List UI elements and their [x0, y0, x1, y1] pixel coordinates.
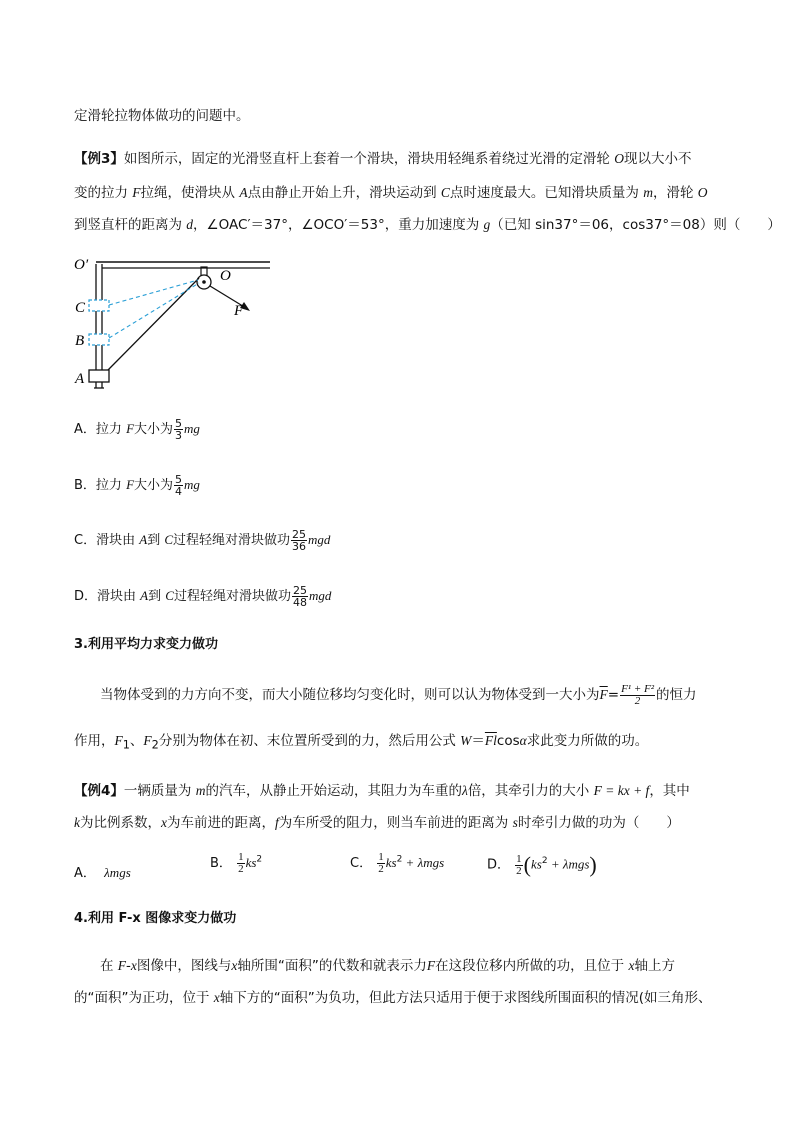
section-3-title: 3.利用平均力求变力做功	[74, 637, 218, 652]
fraction: $\frac{1}{2}$	[238, 851, 244, 875]
section-3-line-1: 当物体受到的力方向不变，而大小随位移均匀变化时，则可以认为物体受到一大小为$\overline{F}=$ $\frac{\text{F¹ + F²}}{2}$ 的恒力	[100, 682, 697, 707]
section-4-line-1: 在 F-x图像中，图线与x轴所围“面积”的代数和就表示力F在这段位移内所做的功，且位于 x轴上方	[100, 958, 675, 974]
ex4-option-d[interactable]: D． $\frac{1}{2}$ $(ks^2 + \lambda mgs)$	[487, 852, 597, 877]
example-3-line-3: 到竖直杆的距离为 d，∠OAC′＝37°，∠OCO′＝53°，重力加速度为 g（已知 sin37°＝06，cos37°＝08）则（ ）	[74, 217, 781, 233]
fraction: $\frac{1}{2}$	[378, 851, 384, 875]
label-C: C	[75, 300, 86, 316]
option-a[interactable]: A．拉力 F大小为 $\frac{5}{3}$ mg	[74, 417, 200, 442]
fraction: $\frac{1}{2}$	[516, 852, 522, 877]
ex4-option-a[interactable]: A． λmgs	[74, 865, 131, 881]
label-B: B	[75, 333, 85, 349]
pulley-figure	[70, 250, 280, 400]
fraction: $\frac{\text{F¹ + F²}}{2}$	[621, 682, 655, 707]
text-line: 定滑轮拉物体做功的问题中。	[74, 108, 250, 124]
ex4-option-b[interactable]: B． $\frac{1}{2}$ $ks^2$	[210, 851, 263, 875]
label-A: A	[75, 371, 85, 387]
example-3-line-1: 【例3】如图所示，固定的光滑竖直杆上套着一个滑块，滑块用轻绳系着绕过光滑的定滑轮 O现以大小不	[74, 151, 692, 167]
section-4-line-2: 的“面积”为正功，位于 x轴下方的“面积”为负功，但此方法只适用于便于求图线所围面积的情况(如三角形、	[74, 990, 712, 1006]
fraction: $\frac{5}{4}$	[175, 473, 183, 498]
example-4-line-1: 【例4】一辆质量为 m的汽车，从静止开始运动，其阻力为车重的λ倍，其牵引力的大小 F = kx + f，其中	[74, 783, 690, 799]
option-d[interactable]: D．滑块由 A到 C过程轻绳对滑块做功 $\frac{25}{48}$ mgd	[74, 584, 332, 609]
option-b[interactable]: B．拉力 F大小为 $\frac{5}{4}$ mg	[74, 473, 200, 498]
label-O: O	[220, 268, 231, 284]
example-4-line-2: k为比例系数，x为车前进的距离，f为车所受的阻力，则当车前进的距离为 s时牵引力做的功为（ ）	[74, 815, 680, 831]
section-3-line-2: 作用，$F_1$、$F_2$分别为物体在初、末位置所受到的力，然后用公式 $W=\overline{Fl}\cos\alpha$求此变力所做的功。	[74, 733, 649, 752]
example-3-line-2: 变的拉力 F拉绳，使滑块从 A点由静止开始上升，滑块运动到 C点时速度最大。已知滑块质量为 m，滑轮 O	[74, 185, 708, 201]
example-tag: 【例4】	[74, 783, 124, 799]
fraction: $\frac{25}{48}$	[292, 584, 307, 609]
ex4-option-c[interactable]: C． $\frac{1}{2}$ $ks^2 + \lambda mgs$	[350, 851, 445, 875]
label-F: F	[234, 303, 244, 319]
fraction: $\frac{5}{3}$	[175, 417, 183, 442]
option-c[interactable]: C．滑块由 A到 C过程轻绳对滑块做功 $\frac{25}{36}$ mgd	[74, 528, 331, 553]
example-tag: 【例3】	[74, 151, 124, 167]
fraction: $\frac{25}{36}$	[292, 528, 307, 553]
section-4-title: 4.利用 F-x 图像求变力做功	[74, 911, 237, 926]
label-O-prime: O′	[74, 257, 89, 273]
